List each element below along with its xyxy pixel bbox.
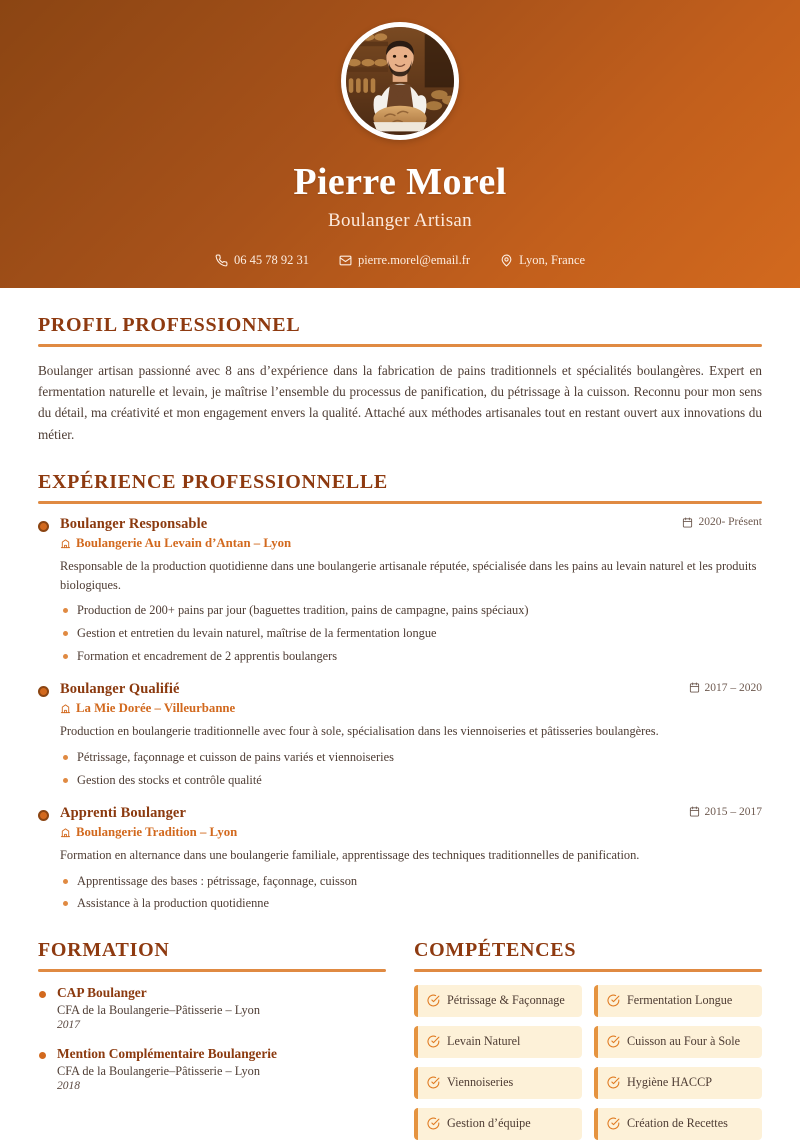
experience-role: Apprenti Boulanger <box>60 805 187 822</box>
skill-label: Création de Recettes <box>627 1115 728 1130</box>
contact-location-value: Lyon, France <box>519 253 586 268</box>
skill-label: Cuisson au Four à Sole <box>627 1033 741 1048</box>
experience-company <box>60 825 762 840</box>
page-title: Pierre Morel <box>293 161 507 203</box>
skill-label: Viennoiseries <box>447 1074 514 1089</box>
experience-bullets <box>60 748 762 790</box>
contact-location[interactable] <box>500 253 585 268</box>
experience-header <box>60 516 762 533</box>
list-item: Gestion et entretien du levain naturel, maîtrise de la fermentation longue <box>60 624 762 643</box>
experience-date <box>689 682 763 694</box>
experience-list <box>38 516 762 914</box>
job-title: Boulanger Artisan <box>328 210 472 232</box>
experience-header <box>60 805 762 822</box>
experience-company <box>60 536 762 551</box>
education-item <box>38 985 386 1031</box>
calendar-icon <box>682 517 693 528</box>
timeline-dot-icon <box>38 521 49 532</box>
experience-date <box>689 806 763 818</box>
experience-item <box>38 805 762 913</box>
check-circle-icon <box>607 994 620 1007</box>
experience-date <box>682 516 762 528</box>
list-item: Assistance à la production quotidienne <box>60 894 762 913</box>
skills-grid <box>414 985 762 1140</box>
building-icon <box>60 538 71 549</box>
experience-bullets <box>60 601 762 666</box>
check-circle-icon <box>427 1035 440 1048</box>
experience-item <box>38 516 762 666</box>
experience-date-value: 2015 – 2017 <box>704 805 762 818</box>
section-divider <box>38 969 386 972</box>
list-item: Apprentissage des bases : pétrissage, façonnage, cuisson <box>60 872 762 891</box>
skill-label: Levain Naturel <box>447 1033 521 1048</box>
experience-description: Production en boulangerie traditionnelle avec four à sole, spécialisation dans les viennoiseries et pâtisseries boulangères. <box>60 724 659 739</box>
skill-tag <box>594 985 762 1017</box>
experience-item <box>38 681 762 789</box>
skill-label: Fermentation Longue <box>627 992 733 1007</box>
education-item <box>38 1046 386 1092</box>
experience-company-value: La Mie Dorée – Villeurbanne <box>76 701 236 716</box>
skill-label: Hygiène HACCP <box>627 1074 712 1089</box>
check-circle-icon <box>607 1035 620 1048</box>
education-school: CFA de la Boulangerie–Pâtisserie – Lyon <box>57 1063 260 1078</box>
building-icon <box>60 703 71 714</box>
section-divider <box>38 501 762 504</box>
skill-tag <box>594 1026 762 1058</box>
experience-description: Responsable de la production quotidienne dans une boulangerie artisanale réputée, spécialisée dans les pains au levain naturel et les produits biologiques. <box>60 558 757 592</box>
section-profile <box>38 314 762 445</box>
timeline-dot-icon <box>38 686 49 697</box>
phone-icon <box>215 254 228 267</box>
section-skills <box>414 939 762 1140</box>
list-item: Pétrissage, façonnage et cuisson de pains variés et viennoiseries <box>60 748 762 767</box>
contact-phone-value: 06 45 78 92 31 <box>233 253 309 268</box>
experience-description: Formation en alternance dans une boulangerie familiale, apprentissage des techniques traditionnelles de panification. <box>60 848 640 863</box>
bottom-columns <box>38 939 762 1140</box>
avatar-photo <box>346 27 454 135</box>
experience-company-value: Boulangerie Au Levain d’Antan – Lyon <box>76 535 292 550</box>
section-education <box>38 939 386 1140</box>
list-item: Production de 200+ pains par jour (baguettes tradition, pains de campagne, pains spéciaux) <box>60 601 762 620</box>
experience-role: Boulanger Qualifié <box>60 681 180 698</box>
section-title-experience: EXPÉRIENCE PROFESSIONNELLE <box>38 471 388 493</box>
resume-header <box>0 0 800 288</box>
skill-label: Pétrissage & Façonnage <box>447 992 565 1007</box>
mail-icon <box>339 254 352 267</box>
contact-email-value: pierre.morel@email.fr <box>357 253 471 268</box>
building-icon <box>60 827 71 838</box>
section-title-skills: COMPÉTENCES <box>414 939 577 962</box>
skill-tag <box>594 1067 762 1099</box>
list-item: Gestion des stocks et contrôle qualité <box>60 771 762 790</box>
experience-role: Boulanger Responsable <box>60 515 208 532</box>
section-title-profile: PROFIL PROFESSIONNEL <box>38 314 301 336</box>
experience-company <box>60 701 762 716</box>
timeline-dot-icon <box>38 810 49 821</box>
section-experience <box>38 471 762 913</box>
contact-bar <box>0 253 800 268</box>
section-title-education: FORMATION <box>38 939 170 962</box>
list-item: Formation et encadrement de 2 apprentis boulangers <box>60 647 762 666</box>
experience-header <box>60 681 762 698</box>
resume-body <box>0 314 800 1140</box>
skill-tag <box>594 1108 762 1140</box>
experience-date-value: 2017 – 2020 <box>704 681 762 694</box>
contact-phone[interactable] <box>215 253 309 268</box>
education-degree: CAP Boulanger <box>57 984 147 1000</box>
check-circle-icon <box>427 1076 440 1089</box>
check-circle-icon <box>607 1117 620 1130</box>
experience-date-value: 2020- Présent <box>698 516 762 528</box>
contact-email[interactable] <box>339 253 470 268</box>
check-circle-icon <box>607 1076 620 1089</box>
check-circle-icon <box>427 994 440 1007</box>
profile-summary-text: Boulanger artisan passionné avec 8 ans d’expérience dans la fabrication de pains traditionnels et spécialités boulangères. Expert en fermentation naturelle et levain, je maîtrise l’ensemble du processus de panification, du pétrissage à la cuisson. Reconnu pour mon sens du détail, ma créativité et mon engagement envers la qualité. Attaché aux méthodes artisanales tout en restant ouvert aux innovations du métier. <box>38 362 762 442</box>
experience-company-value: Boulangerie Tradition – Lyon <box>76 825 238 840</box>
education-degree: Mention Complémentaire Boulangerie <box>57 1045 277 1061</box>
skill-tag <box>414 1026 582 1058</box>
skill-tag <box>414 1067 582 1099</box>
check-circle-icon <box>427 1117 440 1130</box>
experience-bullets <box>60 872 762 914</box>
avatar <box>341 22 459 140</box>
calendar-icon <box>689 682 700 693</box>
education-school: CFA de la Boulangerie–Pâtisserie – Lyon <box>57 1002 260 1017</box>
skill-tag <box>414 985 582 1017</box>
education-year: 2018 <box>57 1079 80 1092</box>
section-divider <box>38 344 762 347</box>
map-pin-icon <box>500 254 513 267</box>
calendar-icon <box>689 806 700 817</box>
skill-tag <box>414 1108 582 1140</box>
education-year: 2017 <box>57 1018 80 1031</box>
section-divider <box>414 969 762 972</box>
skill-label: Gestion d’équipe <box>447 1115 531 1130</box>
education-list <box>38 985 386 1092</box>
